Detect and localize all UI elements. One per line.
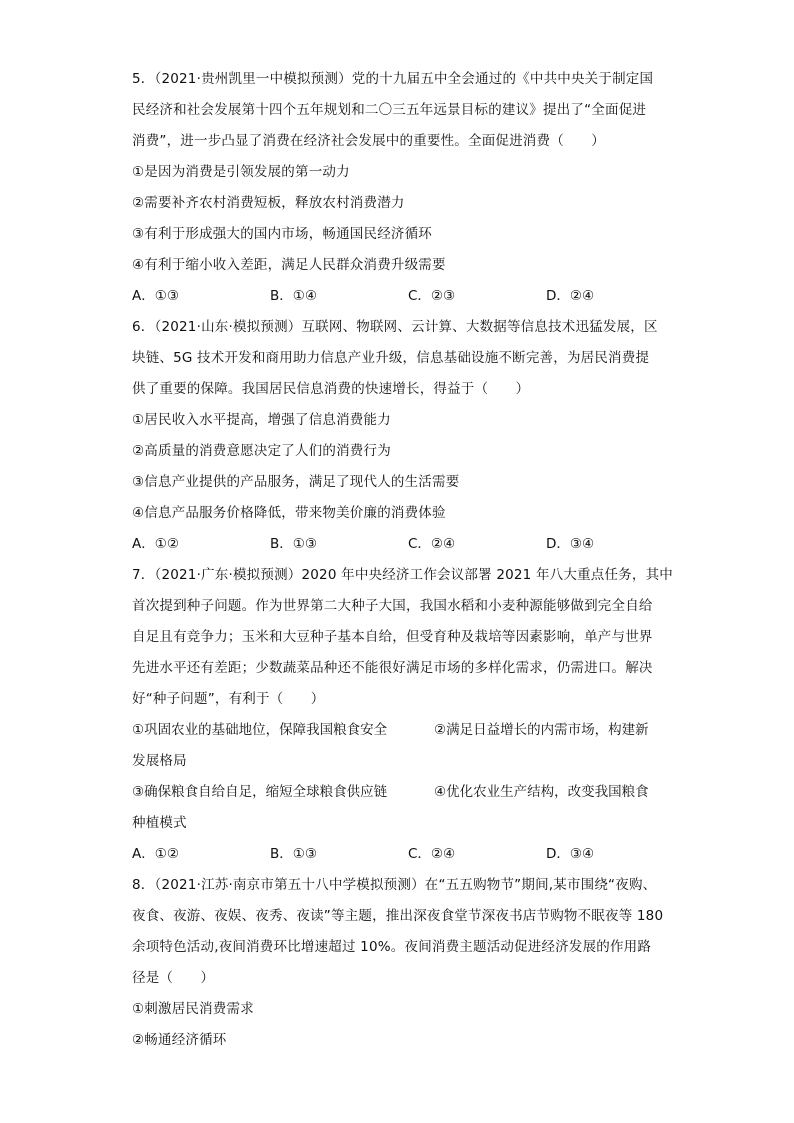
question-7	[132, 560, 673, 870]
statement-item: ③确保粮食自给自足，缩短全球粮食供应链	[132, 784, 388, 800]
statement-item: ②需要补齐农村消费短板，释放农村消费潜力	[132, 195, 405, 211]
exam-page	[132, 64, 673, 1056]
question-6	[132, 312, 664, 560]
question-stem-line: 消费”，进一步凸显了消费在经济社会发展中的重要性。全面促进消费（ ）	[132, 133, 605, 149]
statement-item: ③信息产业提供的产品服务，满足了现代人的生活需要	[132, 474, 460, 490]
option-c[interactable]: C．②③	[408, 288, 456, 304]
question-stem-line: 块链、5G 技术开发和商用助力信息产业升级，信息基础设施不断完善，为居民消费提	[132, 350, 650, 366]
question-stem-line: 先进水平还有差距；少数蔬菜品种还不能很好满足市场的多样化需求，仍需进口。解决	[132, 660, 653, 676]
statement-item: ①是因为消费是引领发展的第一动力	[132, 164, 350, 180]
statement-item: ①刺激居民消费需求	[132, 1001, 254, 1017]
statement-pair	[132, 715, 664, 746]
answer-options	[132, 839, 664, 870]
statement-item: ④信息产品服务价格降低，带来物美价廉的消费体验	[132, 505, 446, 521]
option-a[interactable]: A．①②	[132, 846, 179, 862]
option-b[interactable]: B．①③	[270, 846, 317, 862]
question-stem-line: 夜食、夜游、夜娱、夜秀、夜读”等主题，推出深夜食堂节深夜书店节购物不眠夜等 180	[132, 908, 664, 924]
option-d[interactable]: D．②④	[546, 288, 595, 304]
option-d[interactable]: D．③④	[546, 536, 595, 552]
option-b[interactable]: B．①④	[270, 288, 317, 304]
statement-item: ④有利于缩小收入差距，满足人民群众消费升级需要	[132, 257, 446, 273]
statement-item: ①居民收入水平提高，增强了信息消费能力	[132, 412, 391, 428]
statement-item: ②畅通经济循环	[132, 1032, 227, 1048]
option-d[interactable]: D．③④	[546, 846, 595, 862]
answer-options	[132, 281, 664, 312]
statement-pair	[132, 777, 664, 808]
question-stem-line: 供了重要的保障。我国居民信息消费的快速增长，得益于（ ）	[132, 381, 530, 397]
question-stem-line: 好“种子问题”，有利于（ ）	[132, 691, 325, 707]
statement-item: ④优化农业生产结构，改变我国粮食	[434, 784, 649, 800]
question-stem-line: 5．（2021·贵州凯里一中模拟预测）党的十九届五中全会通过的《中共中央关于制定国	[132, 71, 654, 87]
statement-continuation: 种植模式	[132, 815, 187, 831]
option-a[interactable]: A．①②	[132, 536, 179, 552]
statement-item: ①巩固农业的基础地位，保障我国粮食安全	[132, 722, 388, 738]
question-stem-line: 8．（2021·江苏·南京市第五十八中学模拟预测）在“五五购物节”期间,某市围绕“夜购、	[132, 877, 657, 893]
question-stem-line: 余项特色活动,夜间消费环比增速超过 10%。夜间消费主题活动促进经济发展的作用路	[132, 939, 652, 955]
answer-options	[132, 529, 664, 560]
option-a[interactable]: A．①③	[132, 288, 179, 304]
option-b[interactable]: B．①③	[270, 536, 317, 552]
question-stem-line: 自足且有竞争力；玉米和大豆种子基本自给，但受育种及栽培等因素影响，单产与世界	[132, 629, 653, 645]
statement-item: ③有利于形成强大的国内市场，畅通国民经济循环	[132, 226, 433, 242]
question-stem-line: 7．（2021·广东·模拟预测）2020 年中央经济工作会议部署 2021 年八大重点任务，其中	[132, 567, 673, 583]
question-stem-line: 径是（ ）	[132, 970, 215, 986]
question-stem-line: 民经济和社会发展第十四个五年规划和二〇三五年远景目标的建议》提出了“全面促进	[132, 102, 647, 118]
question-stem-line: 6．（2021·山东·模拟预测）互联网、物联网、云计算、大数据等信息技术迅猛发展，区	[132, 319, 658, 335]
option-c[interactable]: C．②④	[408, 536, 456, 552]
question-8	[132, 870, 664, 1056]
question-stem-line: 首次提到种子问题。作为世界第二大种子大国，我国水稻和小麦种源能够做到完全自给	[132, 598, 653, 614]
statement-item: ②满足日益增长的内需市场，构建新	[434, 722, 649, 738]
option-c[interactable]: C．②④	[408, 846, 456, 862]
statement-continuation: 发展格局	[132, 753, 187, 769]
statement-item: ②高质量的消费意愿决定了人们的消费行为	[132, 443, 391, 459]
question-5	[132, 64, 664, 312]
